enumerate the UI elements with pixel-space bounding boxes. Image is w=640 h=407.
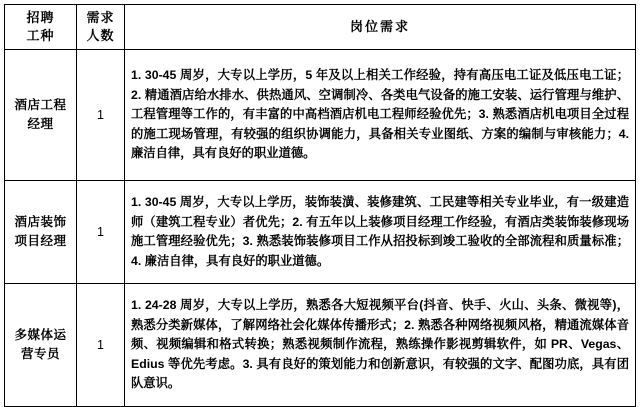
headcount-cell: 1: [77, 181, 125, 284]
job-type-line2: 营专员: [20, 347, 60, 361]
column-header-requirements: 岗位需求: [125, 5, 636, 50]
column-header-job-type-line2: 工种: [26, 28, 55, 43]
column-header-job-type: [5, 5, 77, 50]
job-type-line1: 多媒体运: [14, 328, 67, 342]
headcount-cell: 1: [77, 284, 125, 407]
table-row: [5, 284, 636, 407]
job-type-line2: 经理: [27, 117, 54, 131]
job-requirements-table: [4, 4, 636, 407]
table-row: [5, 181, 636, 284]
requirements-cell: 1. 24-28 周岁，大专以上学历，熟悉各大短视频平台(抖音、快手、火山、头条、微视等)，熟悉分类新媒体，了解网络社会化媒体传播形式；2. 熟悉各种网络视频风格，精通流媒体音频、视频编辑和格式转换；熟悉视频制作流程，熟练操作影视剪辑软件，如 PR、Vegas、Edius 等优先考虑。3. 具有良好的策划能力和创新意识，有较强的文字、配图功底，具有团队意识。: [125, 284, 636, 407]
requirements-cell: 1. 30-45 周岁，大专以上学历，装饰装潢、装修建筑、工民建等相关专业毕业，有一级建造师（建筑工程专业）者优先；2. 有五年以上装修项目经理工作经验，有酒店类装饰装修现场施工管理经验优先；3. 熟悉装饰装修项目工作从招投标到竣工验收的全部流程和质量标准；4. 廉洁自律，具有良好的职业道德。: [125, 181, 636, 284]
table-header: [5, 5, 636, 50]
table-row: [5, 50, 636, 181]
job-type-line1: 酒店工程: [14, 98, 67, 112]
table-body: [5, 50, 636, 407]
job-type-cell: [5, 50, 77, 181]
headcount-cell: 1: [77, 50, 125, 181]
column-header-headcount: [77, 5, 125, 50]
column-header-job-type-line1: 招聘: [26, 10, 55, 25]
job-type-cell: [5, 284, 77, 407]
requirements-cell: 1. 30-45 周岁，大专以上学历，5 年及以上相关工作经验，持有高压电工证及低压电工证；2. 精通酒店给水排水、供热通风、空调制冷、各类电气设备的施工安装、运行管理与维护、工程管理等工作的，有丰富的中高档酒店机电工程师经验优先；3. 熟悉酒店机电项目全过程的施工现场管理，有较强的组织协调能力，具备相关专业图纸、方案的编制与审核能力；4. 廉洁自律，具有良好的职业道德。: [125, 50, 636, 181]
header-row: [5, 5, 636, 50]
job-type-cell: [5, 181, 77, 284]
job-type-line2: 项目经理: [14, 234, 67, 248]
column-header-headcount-line1: 需求: [86, 10, 115, 25]
column-header-headcount-line2: 人数: [86, 28, 115, 43]
job-type-line1: 酒店装饰: [14, 215, 67, 229]
